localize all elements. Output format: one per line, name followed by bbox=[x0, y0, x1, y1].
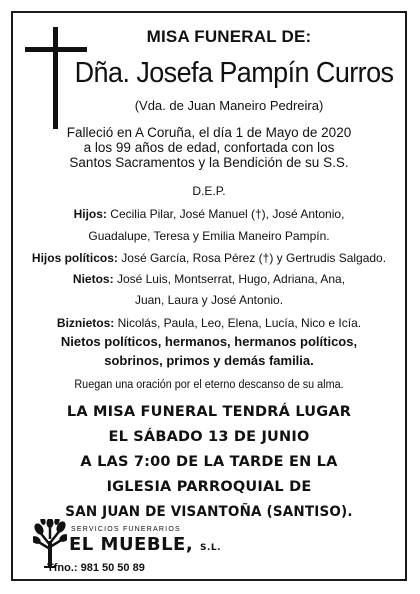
nietos-text-2: Juan, Laura y José Antonio. bbox=[134, 293, 284, 307]
announce-line-5: SAN JUAN DE VISANTOÑA (SANTISO). bbox=[65, 504, 353, 520]
announce-line-4: IGLESIA PARROQUIAL DE bbox=[106, 479, 312, 495]
header-title: MISA FUNERAL DE: bbox=[146, 27, 312, 46]
hijos-label: Hijos: bbox=[73, 207, 107, 221]
hijos-text-2: Guadalupe, Teresa y Emilia Maneiro Pampín. bbox=[88, 229, 330, 243]
announce-line-3: A LAS 7:00 DE LA TARDE EN LA bbox=[80, 454, 338, 470]
politicos-label: Hijos políticos: bbox=[31, 251, 118, 265]
obituary-card bbox=[11, 11, 407, 581]
death-line-2: a los 99 años de edad, confortada con los bbox=[83, 140, 335, 155]
nietos-text-1: José Luis, Montserrat, Hugo, Adriana, Ana, bbox=[116, 272, 346, 286]
death-line-1: Falleció en A Coruña, el día 1 de Mayo de 2020 bbox=[66, 125, 352, 140]
nietos-label: Nietos: bbox=[72, 272, 114, 286]
biznietos-text: Nicolás, Paula, Leo, Elena, Lucía, Nico e Icía. bbox=[117, 316, 362, 330]
death-line-3: Santos Sacramentos y la Bendición de su S.S. bbox=[69, 155, 349, 170]
nietos-line-1 bbox=[13, 270, 405, 289]
death-details bbox=[13, 125, 405, 170]
logo-suffix: S.L. bbox=[199, 543, 222, 553]
politicos-line bbox=[13, 249, 405, 268]
mass-announcement bbox=[13, 400, 405, 525]
announce-line-2: EL SÁBADO 13 DE JUNIO bbox=[108, 429, 310, 445]
logo-name bbox=[69, 534, 221, 555]
other-family bbox=[13, 333, 405, 369]
biznietos-label: Biznietos: bbox=[56, 316, 115, 330]
prayer-request: Ruegan una oración por el eterno descanso de su alma. bbox=[74, 379, 344, 391]
other-family-2: sobrinos, primos y demás familia. bbox=[104, 353, 314, 368]
logo-subtitle: SERVICIOS FUNERARIOS bbox=[71, 526, 181, 533]
deceased-name: Dña. Josefa Pampín Curros bbox=[74, 57, 394, 89]
widow-of: (Vda. de Juan Maneiro Pedreira) bbox=[134, 98, 324, 113]
phone-number: Tfno.: 981 50 50 89 bbox=[47, 562, 145, 574]
hijos-line-1 bbox=[13, 205, 405, 224]
politicos-text: José García, Rosa Pérez (†) y Gertrudis Salgado. bbox=[121, 251, 387, 265]
other-family-1: Nietos políticos, hermanos, hermanos políticos, bbox=[60, 334, 358, 349]
logo-name-text: EL MUEBLE, bbox=[69, 534, 194, 555]
announce-line-1: LA MISA FUNERAL TENDRÁ LUGAR bbox=[66, 404, 352, 420]
hijos-text-1: Cecilia Pilar, José Manuel (†), José Antonio, bbox=[110, 207, 345, 221]
family-list bbox=[13, 205, 405, 333]
biznietos-line bbox=[13, 314, 405, 333]
dep: D.E.P. bbox=[192, 184, 226, 198]
funeral-home-logo bbox=[33, 519, 222, 577]
